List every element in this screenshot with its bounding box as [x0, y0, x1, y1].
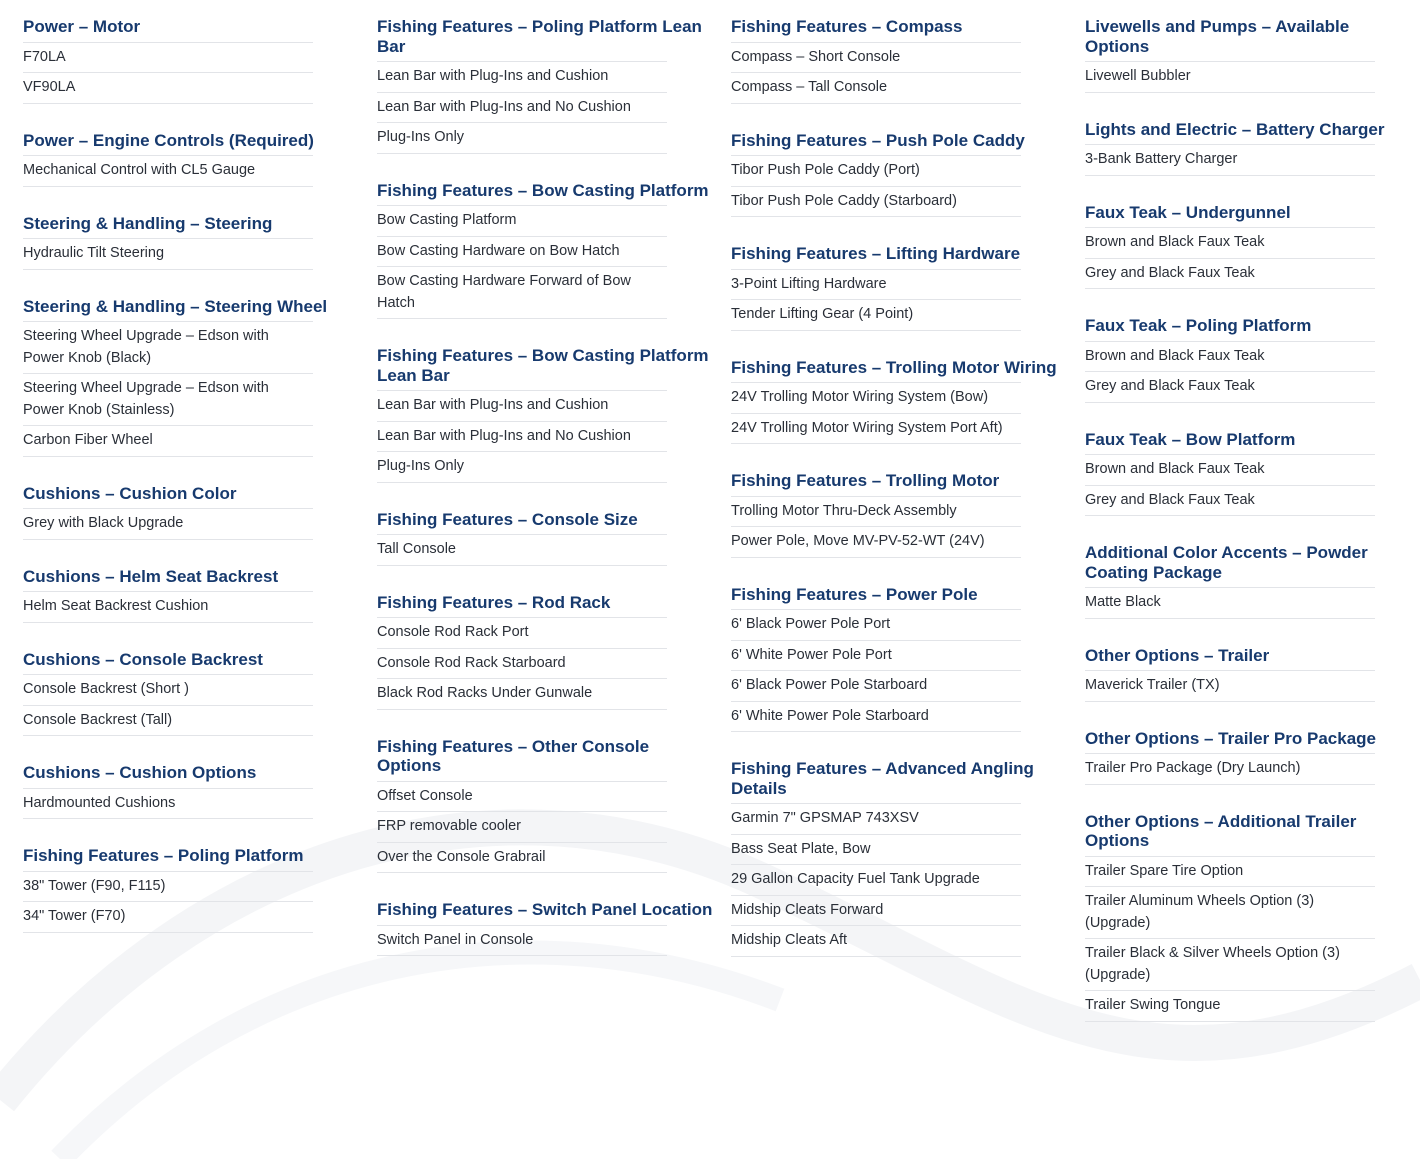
option-list: [1085, 454, 1375, 516]
option-item[interactable]: Console Rod Rack Port: [377, 618, 667, 649]
option-item[interactable]: Black Rod Racks Under Gunwale: [377, 679, 667, 710]
option-group-title: Steering & Handling – Steering: [23, 213, 273, 233]
option-item[interactable]: Offset Console: [377, 782, 667, 813]
option-item[interactable]: Compass – Tall Console: [731, 73, 1021, 104]
option-group: [731, 358, 1076, 445]
option-group: [731, 17, 1076, 104]
option-item[interactable]: Over the Console Grabrail: [377, 843, 667, 874]
option-item[interactable]: 6' Black Power Pole Starboard: [731, 671, 1021, 702]
option-item[interactable]: Bow Casting Hardware on Bow Hatch: [377, 237, 667, 268]
option-list: [731, 269, 1021, 331]
option-item[interactable]: Power Pole, Move MV-PV-52-WT (24V): [731, 527, 1021, 558]
option-group: [731, 759, 1076, 957]
option-item[interactable]: Midship Cleats Forward: [731, 896, 1021, 927]
option-item[interactable]: Trailer Aluminum Wheels Option (3) (Upgrade): [1085, 887, 1375, 939]
option-item[interactable]: 6' Black Power Pole Port: [731, 610, 1021, 641]
option-group: [731, 244, 1076, 331]
option-group: [1085, 646, 1405, 702]
option-group: [731, 131, 1076, 218]
option-list: [731, 155, 1021, 217]
option-item[interactable]: Grey and Black Faux Teak: [1085, 486, 1375, 517]
option-group: [377, 900, 717, 956]
option-list: [377, 205, 667, 319]
option-group-title: Fishing Features – Poling Platform Lean Bar: [377, 17, 702, 56]
option-group: [377, 737, 717, 874]
option-item[interactable]: Lean Bar with Plug-Ins and Cushion: [377, 62, 667, 93]
option-group: [377, 593, 717, 710]
option-group-title: Power – Engine Controls (Required): [23, 130, 314, 150]
option-item[interactable]: Grey and Black Faux Teak: [1085, 372, 1375, 403]
option-list: [23, 871, 313, 933]
option-list: [23, 508, 313, 540]
option-item[interactable]: Compass – Short Console: [731, 43, 1021, 74]
option-group-title: Fishing Features – Advanced Angling Details: [731, 759, 1034, 798]
option-group-title: Fishing Features – Trolling Motor: [731, 471, 1000, 490]
option-group-title: Fishing Features – Bow Casting Platform: [377, 180, 709, 200]
option-item[interactable]: Mechanical Control with CL5 Gauge: [23, 156, 313, 187]
option-group-title: Power – Motor: [23, 17, 141, 36]
option-item[interactable]: Console Rod Rack Starboard: [377, 649, 667, 680]
option-item[interactable]: Tibor Push Pole Caddy (Port): [731, 156, 1021, 187]
option-item[interactable]: Helm Seat Backrest Cushion: [23, 592, 313, 623]
option-group-title: Faux Teak – Bow Platform: [1085, 429, 1296, 449]
options-column-1: [23, 17, 353, 960]
option-group: [1085, 120, 1405, 176]
option-group-title: Fishing Features – Power Pole: [731, 584, 978, 604]
option-item[interactable]: Matte Black: [1085, 588, 1375, 619]
option-list: [1085, 61, 1375, 93]
option-group-title: Fishing Features – Switch Panel Location: [377, 900, 713, 919]
option-item[interactable]: Steering Wheel Upgrade – Edson with Power Knob (Stainless): [23, 374, 313, 426]
option-group-title: Other Options – Trailer Pro Package: [1085, 728, 1376, 748]
option-group: [731, 585, 1076, 733]
option-group-title: Fishing Features – Poling Platform: [23, 846, 304, 865]
option-item[interactable]: 3-Point Lifting Hardware: [731, 270, 1021, 301]
option-item[interactable]: Trailer Pro Package (Dry Launch): [1085, 754, 1375, 785]
option-list: [377, 617, 667, 710]
option-list: [377, 534, 667, 566]
option-list: [1085, 227, 1375, 289]
option-group: [1085, 17, 1405, 93]
option-item[interactable]: Console Backrest (Tall): [23, 706, 313, 737]
option-item[interactable]: Plug-Ins Only: [377, 452, 667, 483]
option-list: [731, 496, 1021, 558]
option-group: [1085, 430, 1405, 517]
option-item[interactable]: 6' White Power Pole Port: [731, 641, 1021, 672]
option-group: [377, 510, 717, 566]
options-column-2: [377, 17, 717, 983]
option-group-title: Fishing Features – Compass: [731, 17, 963, 36]
option-item[interactable]: Tall Console: [377, 535, 667, 566]
option-item[interactable]: F70LA: [23, 43, 313, 74]
option-item[interactable]: FRP removable cooler: [377, 812, 667, 843]
option-group: [23, 650, 353, 737]
option-list: [1085, 670, 1375, 702]
option-group-title: Cushions – Cushion Color: [23, 483, 237, 503]
option-list: [731, 382, 1021, 444]
option-item[interactable]: 24V Trolling Motor Wiring System (Bow): [731, 383, 1021, 414]
option-list: [23, 788, 313, 820]
option-group: [23, 17, 353, 104]
option-list: [731, 803, 1021, 957]
option-list: [23, 155, 313, 187]
option-item[interactable]: Hydraulic Tilt Steering: [23, 239, 313, 270]
option-item[interactable]: Trolling Motor Thru-Deck Assembly: [731, 497, 1021, 528]
option-group-title: Other Options – Trailer: [1085, 645, 1270, 665]
option-list: [23, 674, 313, 736]
option-group: [23, 297, 353, 457]
option-group: [1085, 729, 1405, 785]
options-column-4: [1085, 17, 1405, 1049]
option-item[interactable]: Trailer Spare Tire Option: [1085, 857, 1375, 888]
option-group-title: Faux Teak – Undergunnel: [1085, 202, 1291, 222]
option-list: [23, 42, 313, 104]
option-list: [731, 609, 1021, 732]
option-list: [23, 591, 313, 623]
option-list: [1085, 341, 1375, 403]
option-group: [23, 484, 353, 540]
option-group-title: Additional Color Accents – Powder Coating Package: [1085, 543, 1368, 582]
option-group: [731, 471, 1076, 558]
option-list: [377, 390, 667, 483]
option-item[interactable]: Trailer Black & Silver Wheels Option (3) (Upgrade): [1085, 939, 1375, 991]
option-item[interactable]: 24V Trolling Motor Wiring System Port Aft): [731, 414, 1021, 445]
option-group: [1085, 203, 1405, 290]
option-group: [377, 181, 717, 320]
option-group-title: Cushions – Helm Seat Backrest: [23, 566, 279, 586]
option-group-title: Lights and Electric – Battery Charger: [1085, 119, 1385, 139]
option-group: [23, 131, 353, 187]
option-group-title: Fishing Features – Other Console Options: [377, 736, 650, 775]
option-group-title: Fishing Features – Push Pole Caddy: [731, 130, 1025, 150]
option-list: [23, 238, 313, 270]
option-item[interactable]: Tibor Push Pole Caddy (Starboard): [731, 187, 1021, 218]
option-item[interactable]: 3-Bank Battery Charger: [1085, 145, 1375, 176]
option-list: [23, 321, 313, 457]
option-group: [23, 846, 353, 933]
option-list: [1085, 753, 1375, 785]
option-group-title: Other Options – Additional Trailer Options: [1085, 811, 1357, 850]
option-list: [377, 61, 667, 154]
option-item[interactable]: 34" Tower (F70): [23, 902, 313, 933]
option-item[interactable]: Switch Panel in Console: [377, 926, 667, 957]
option-item[interactable]: Midship Cleats Aft: [731, 926, 1021, 957]
option-item[interactable]: Lean Bar with Plug-Ins and No Cushion: [377, 422, 667, 453]
option-item[interactable]: Lean Bar with Plug-Ins and Cushion: [377, 391, 667, 422]
option-item[interactable]: Grey with Black Upgrade: [23, 509, 313, 540]
option-list: [1085, 587, 1375, 619]
option-item[interactable]: Plug-Ins Only: [377, 123, 667, 154]
option-group: [1085, 316, 1405, 403]
option-group-title: Steering & Handling – Steering Wheel: [23, 296, 328, 316]
option-group-title: Cushions – Console Backrest: [23, 649, 263, 669]
option-group-title: Livewells and Pumps – Available Options: [1085, 17, 1350, 56]
option-item[interactable]: Console Backrest (Short ): [23, 675, 313, 706]
option-group: [23, 763, 353, 819]
option-item[interactable]: Bass Seat Plate, Bow: [731, 835, 1021, 866]
option-list: [377, 925, 667, 957]
option-item[interactable]: Steering Wheel Upgrade – Edson with Power Knob (Black): [23, 322, 313, 374]
option-item[interactable]: 38" Tower (F90, F115): [23, 872, 313, 903]
option-group: [377, 346, 717, 483]
options-column-3: [731, 17, 1076, 984]
option-item[interactable]: Livewell Bubbler: [1085, 62, 1375, 93]
option-group: [1085, 812, 1405, 1022]
option-list: [731, 42, 1021, 104]
option-item[interactable]: Carbon Fiber Wheel: [23, 426, 313, 457]
option-item[interactable]: Garmin 7" GPSMAP 743XSV: [731, 804, 1021, 835]
option-group: [23, 214, 353, 270]
option-group-title: Fishing Features – Bow Casting Platform Lean Bar: [377, 346, 709, 385]
option-item[interactable]: 6' White Power Pole Starboard: [731, 702, 1021, 733]
option-item[interactable]: VF90LA: [23, 73, 313, 104]
option-item[interactable]: Hardmounted Cushions: [23, 789, 313, 820]
option-item[interactable]: Brown and Black Faux Teak: [1085, 342, 1375, 373]
option-item[interactable]: Brown and Black Faux Teak: [1085, 455, 1375, 486]
option-group: [377, 17, 717, 154]
option-group-title: Fishing Features – Lifting Hardware: [731, 244, 1021, 263]
option-group: [23, 567, 353, 623]
option-item[interactable]: Lean Bar with Plug-Ins and No Cushion: [377, 93, 667, 124]
option-group-title: Fishing Features – Console Size: [377, 509, 638, 529]
option-item[interactable]: Brown and Black Faux Teak: [1085, 228, 1375, 259]
option-group-title: Fishing Features – Rod Rack: [377, 592, 611, 612]
option-item[interactable]: Bow Casting Platform: [377, 206, 667, 237]
option-list: [377, 781, 667, 874]
option-group-title: Cushions – Cushion Options: [23, 763, 257, 782]
option-item[interactable]: 29 Gallon Capacity Fuel Tank Upgrade: [731, 865, 1021, 896]
option-group: [1085, 543, 1405, 619]
option-group-title: Fishing Features – Trolling Motor Wiring: [731, 357, 1057, 377]
option-item[interactable]: Trailer Swing Tongue: [1085, 991, 1375, 1022]
option-item[interactable]: Maverick Trailer (TX): [1085, 671, 1375, 702]
option-item[interactable]: Bow Casting Hardware Forward of Bow Hatch: [377, 267, 667, 319]
option-item[interactable]: Tender Lifting Gear (4 Point): [731, 300, 1021, 331]
option-list: [1085, 144, 1375, 176]
option-item[interactable]: Grey and Black Faux Teak: [1085, 259, 1375, 290]
option-list: [1085, 856, 1375, 1022]
option-group-title: Faux Teak – Poling Platform: [1085, 316, 1312, 335]
